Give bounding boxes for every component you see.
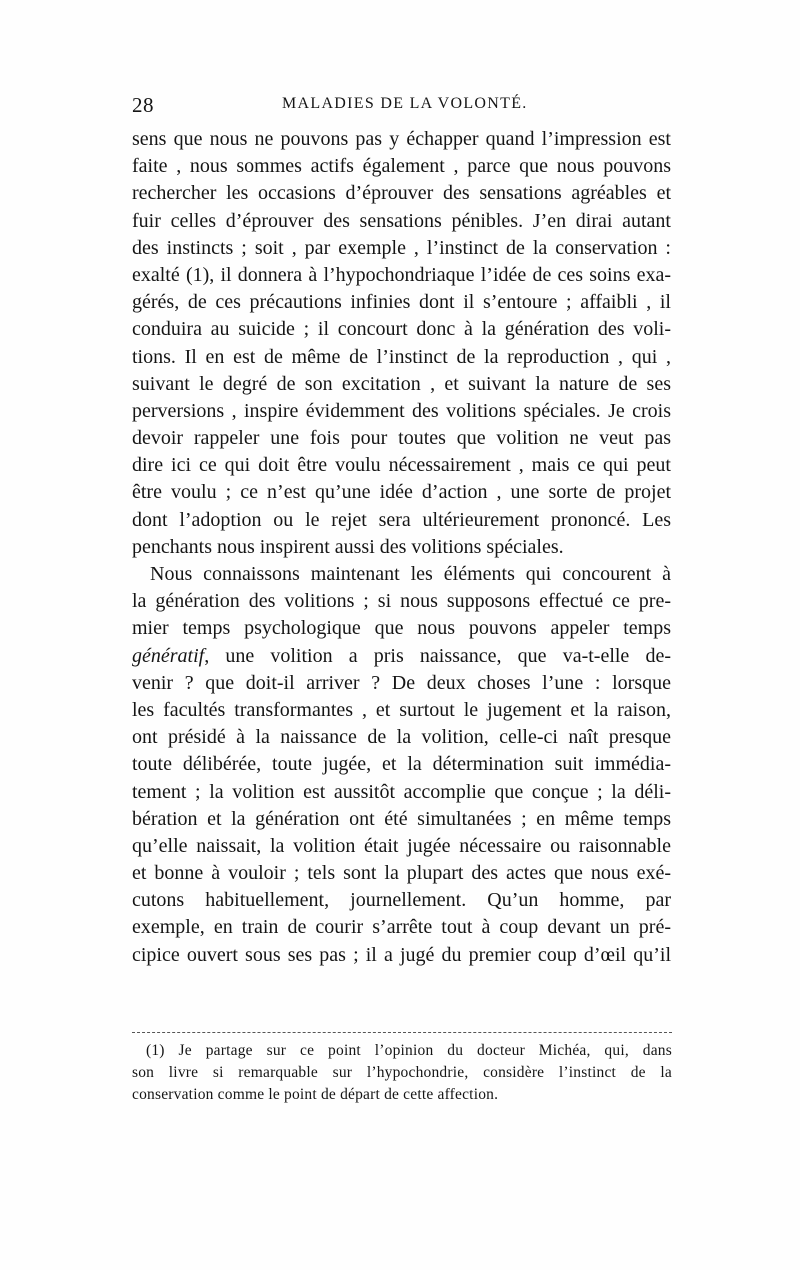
running-header (132, 93, 672, 121)
text-line: devoir rappeler une fois pour toutes que volition ne veut pas (132, 427, 671, 450)
footnote (132, 1040, 672, 1106)
text-line: des instincts ; soit , par exemple , l’instinct de la conservation : (132, 236, 671, 259)
footnote-line: (1) Je partage sur ce point l’opinion du docteur Michéa, qui, dans (146, 1042, 672, 1059)
text-line: exalté (1), il donnera à l’hypochondriaque l’idée de ces soins exa- (132, 263, 671, 286)
text-line: penchants nous inspirent aussi des volitions spéciales. (132, 535, 564, 558)
text-line: gérés, de ces précautions infinies dont il s’entoure ; affaibli , il (132, 291, 671, 314)
text-line: perversions , inspire évidemment des volitions spéciales. Je crois (132, 399, 671, 422)
page-number: 28 (132, 93, 154, 117)
text-line: suivant le degré de son excitation , et suivant la nature de ses (132, 372, 671, 395)
text-line: ont présidé à la naissance de la volition, celle-ci naît presque (132, 726, 671, 749)
text-line: tement ; la volition est aussitôt accomplie que conçue ; la déli- (132, 780, 671, 803)
footnote-line: conservation comme le point de départ de cette affection. (132, 1086, 499, 1103)
italic-term: génératif (132, 644, 205, 667)
text-line: rechercher les occasions d’éprouver des sensations agréables et (132, 182, 671, 205)
text-line: et bonne à vouloir ; tels sont la plupart des actes que nous exé- (132, 862, 671, 885)
text-line: dire ici ce qui doit être voulu nécessairement , mais ce qui peut (132, 454, 671, 477)
text-line: venir ? que doit-il arriver ? De deux choses l’une : lorsque (132, 671, 671, 694)
text-line: mier temps psychologique que nous pouvons appeler temps (132, 617, 671, 640)
footnote-divider (132, 1032, 672, 1033)
text-line: conduira au suicide ; il concourt donc à la génération des voli- (132, 318, 671, 341)
running-title: MALADIES DE LA VOLONTÉ. (282, 95, 528, 112)
text-line: les facultés transformantes , et surtout le jugement et la raison, (132, 698, 671, 721)
text-line: Nous connaissons maintenant les éléments qui concourent à (150, 563, 671, 585)
text-line: dont l’adoption ou le rejet sera ultérieurement prononcé. Les (132, 508, 671, 531)
text-line: exemple, en train de courir s’arrête tout à coup devant un pré- (132, 916, 671, 939)
text-line: la génération des volitions ; si nous supposons effectué ce pre- (132, 590, 671, 613)
text-line: toute délibérée, toute jugée, et la détermination suit immédia- (132, 753, 671, 776)
text-line: faite , nous sommes actifs également , parce que nous pouvons (132, 155, 671, 178)
text-line: tions. Il en est de même de l’instinct de la reproduction , qui , (132, 345, 671, 368)
text-line: génératif, une volition a pris naissance, que va-t-elle de- (132, 644, 671, 667)
footnote-line: son livre si remarquable sur l’hypochondrie, considère l’instinct de la (132, 1064, 672, 1081)
text-line: bération et la génération ont été simultanées ; en même temps (132, 807, 671, 830)
text-line: cutons habituellement, journellement. Qu’un homme, par (132, 889, 671, 912)
text-line: sens que nous ne pouvons pas y échapper quand l’impression est (132, 128, 671, 150)
text-line: être voulu ; ce n’est qu’une idée d’action , une sorte de projet (132, 481, 671, 504)
text-line: qu’elle naissait, la volition était jugée nécessaire ou raisonnable (132, 834, 671, 857)
text-line: cipice ouvert sous ses pas ; il a jugé du premier coup d’œil qu’il (132, 943, 671, 966)
text-line: fuir celles d’éprouver des sensations pénibles. J’en dirai autant (132, 209, 671, 232)
body-text (132, 126, 671, 969)
